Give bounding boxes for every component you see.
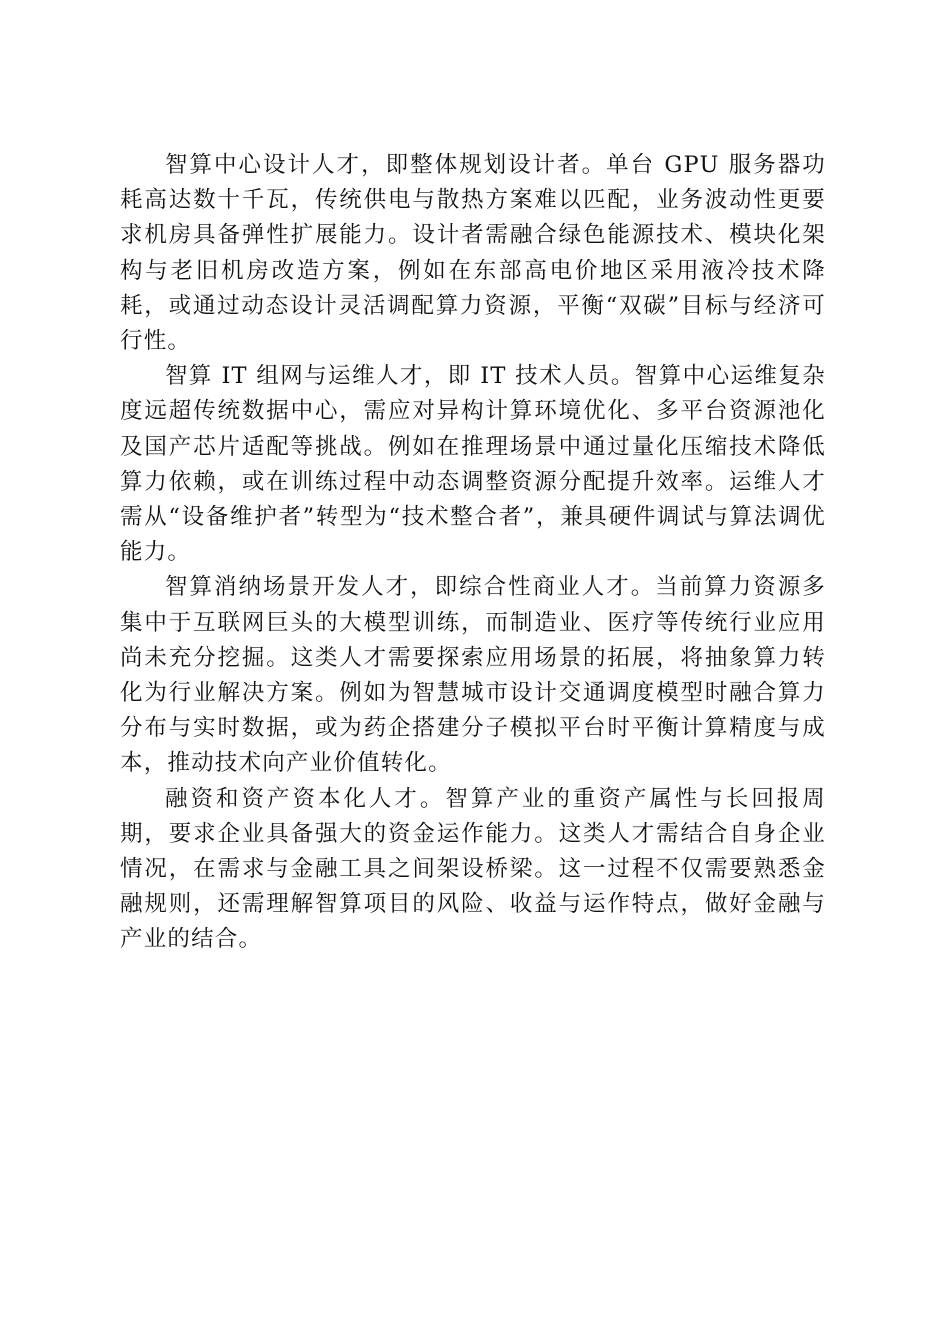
paragraph-designer-talent: 智算中心设计人才，即整体规划设计者。单台 GPU 服务器功耗高达数十千瓦，传统供电与散热方案难以匹配，业务波动性更要求机房具备弹性扩展能力。设计者需融合绿色能源技术、模块化架构与老旧机房改造方案，例如在东部高电价地区采用液冷技术降耗，或通过动态设计灵活调配算力资源，平衡“双碳”目标与经济可行性。 [120,152,826,355]
body-text [120,148,826,958]
paragraph-scenario-dev-talent: 智算消纳场景开发人才，即综合性商业人才。当前算力资源多集中于互联网巨头的大模型训练，而制造业、医疗等传统行业应用尚未充分挖掘。这类人才需要探索应用场景的拓展，将抽象算力转化为行业解决方案。例如为智慧城市设计交通调度模型时融合算力分布与实时数据，或为药企搭建分子模拟平台时平衡计算精度与成本，推动技术向产业价值转化。 [120,574,826,777]
paragraph-finance-talent: 融资和资产资本化人才。智算产业的重资产属性与长回报周期，要求企业具备强大的资金运作能力。这类人才需结合自身企业情况，在需求与金融工具之间架设桥梁。这一过程不仅需要熟悉金融规则，还需理解智算项目的风险、收益与运作特点，做好金融与产业的结合。 [120,785,826,953]
paragraph-it-ops-talent: 智算 IT 组网与运维人才，即 IT 技术人员。智算中心运维复杂度远超传统数据中心，需应对异构计算环境优化、多平台资源池化及国产芯片适配等挑战。例如在推理场景中通过量化压缩技术降低算力依赖，或在训练过程中动态调整资源分配提升效率。运维人才需从“设备维护者”转型为“技术整合者”，兼具硬件调试与算法调优能力。 [120,363,826,566]
